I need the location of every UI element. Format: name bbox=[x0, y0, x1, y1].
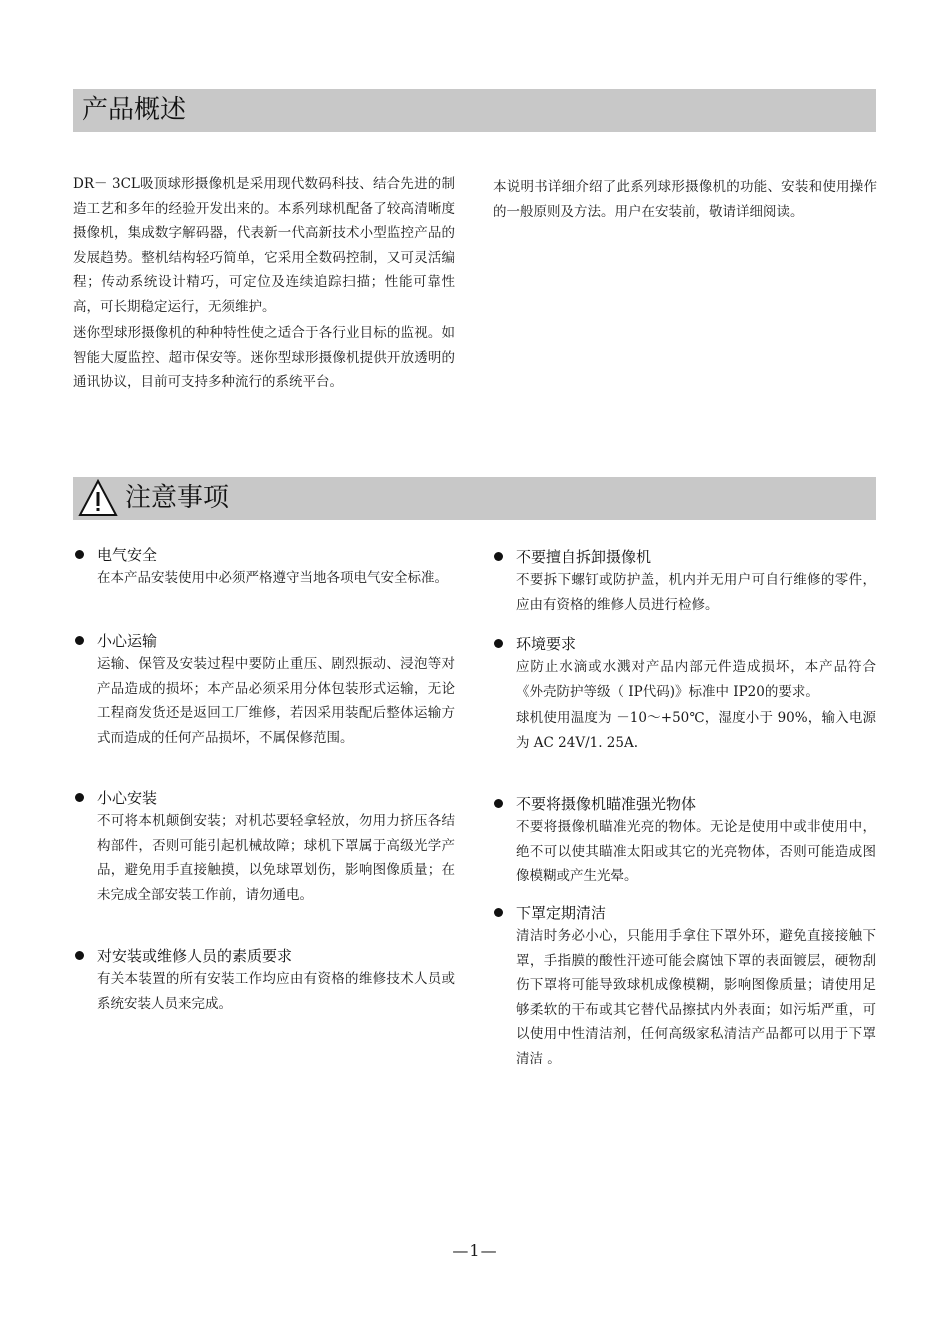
notice-cover-cleaning bbox=[492, 902, 876, 1071]
notice-heading: 小心安装 bbox=[97, 789, 158, 807]
notice-no-bright-light bbox=[492, 793, 876, 889]
overview-header-bar bbox=[73, 89, 876, 132]
notice-text: 球机使用温度为 －10～+50℃，湿度小于 90%，输入电源为 AC 24V/1. 25A. bbox=[516, 710, 876, 751]
notice-body bbox=[97, 566, 455, 591]
notice-environment bbox=[492, 633, 876, 755]
notice-heading: 下罩定期清洁 bbox=[516, 904, 607, 922]
notice-text: 应防止水滴或水溅对产品内部元件造成损坏，本产品符合《外壳防护等级（ IP代码)》标准中 IP20的要求。 bbox=[516, 659, 876, 700]
overview-paragraph: 本说明书详细介绍了此系列球形摄像机的功能、安装和使用操作的一般原则及方法。用户在安装前，敬请详细阅读。 bbox=[493, 179, 877, 220]
bullet-icon bbox=[75, 636, 84, 645]
notice-staff-requirements bbox=[73, 945, 455, 1016]
bullet-icon bbox=[494, 639, 503, 648]
notice-heading: 对安装或维修人员的素质要求 bbox=[97, 947, 293, 965]
notice-electrical-safety bbox=[73, 544, 455, 591]
notice-careful-transport bbox=[73, 630, 455, 750]
notice-no-disassembly bbox=[492, 546, 876, 617]
notice-body bbox=[516, 655, 876, 755]
notice-text: 运输、保管及安装过程中要防止重压、剧烈振动、浸泡等对产品造成的损坏；本产品必须采用分体包装形式运输，无论工程商发货还是返回工厂维修，若因采用装配后整体运输方式而造成的任何产品损坏，不属保修范围。 bbox=[97, 656, 455, 746]
overview-paragraph: 迷你型球形摄像机的种种特性使之适合于各行业目标的监视。如智能大厦监控、超市保安等。迷你型球形摄像机提供开放透明的通讯协议，目前可支持多种流行的系统平台。 bbox=[73, 325, 455, 390]
overview-paragraph: DR－ 3CL吸顶球形摄像机是采用现代数码科技、结合先进的制造工艺和多年的经验开发出来的。本系列球机配备了较高清晰度摄像机，集成数字解码器，代表新一代高新技术小型监控产品的发展趋势。整机结构轻巧简单，它采用全数码控制，又可灵活编程；传动系统设计精巧，可定位及连续追踪扫描；性能可靠性高，可长期稳定运行，无须维护。 bbox=[73, 176, 455, 315]
notice-text: 有关本装置的所有安装工作均应由有资格的维修技术人员或系统安装人员来完成。 bbox=[97, 971, 455, 1012]
bullet-icon bbox=[75, 550, 84, 559]
notice-careful-install bbox=[73, 787, 455, 907]
notice-body bbox=[516, 815, 876, 889]
notice-heading: 不要将摄像机瞄准强光物体 bbox=[516, 795, 697, 813]
notices-header-bar bbox=[73, 477, 876, 520]
notice-body bbox=[97, 809, 455, 907]
notice-text: 不可将本机颠倒安装；对机芯要轻拿轻放，勿用力挤压各结构部件，否则可能引起机械故障；球机下罩属于高级光学产品，避免用手直接触摸，以免球罩划伤，影响图像质量；在未完成全部安装工作前，请勿通电。 bbox=[97, 813, 455, 903]
notice-body bbox=[516, 924, 876, 1071]
overview-title: 产品概述 bbox=[82, 95, 187, 125]
notice-heading: 电气安全 bbox=[97, 546, 158, 564]
notice-text: 在本产品安装使用中必须严格遵守当地各项电气安全标准。 bbox=[97, 570, 448, 586]
notice-body bbox=[97, 967, 455, 1016]
notice-heading: 不要擅自拆卸摄像机 bbox=[516, 548, 652, 566]
notice-text: 不要将摄像机瞄准光亮的物体。无论是使用中或非使用中，绝不可以使其瞄准太阳或其它的光亮物体，否则可能造成图像模糊或产生光晕。 bbox=[516, 819, 876, 884]
page-number: —1— bbox=[452, 1241, 498, 1260]
notice-body bbox=[97, 652, 455, 750]
notice-heading: 小心运输 bbox=[97, 632, 158, 650]
overview-left-column bbox=[73, 172, 455, 395]
bullet-icon bbox=[494, 799, 503, 808]
notice-text: 不要拆下螺钉或防护盖，机内并无用户可自行维修的零件，应由有资格的维修人员进行检修。 bbox=[516, 572, 876, 613]
bullet-icon bbox=[494, 908, 503, 917]
bullet-icon bbox=[494, 552, 503, 561]
overview-right-column bbox=[493, 175, 877, 224]
bullet-icon bbox=[75, 951, 84, 960]
notice-heading: 环境要求 bbox=[516, 635, 577, 653]
notices-title: 注意事项 bbox=[125, 483, 230, 513]
warning-triangle-icon bbox=[77, 477, 119, 519]
notice-text: 清洁时务必小心，只能用手拿住下罩外环，避免直接接触下罩，手指膜的酸性汗迹可能会腐蚀下罩的表面镀层，硬物刮伤下罩将可能导致球机成像模糊，影响图像质量；请使用足够柔软的干布或其它替代品擦拭内外表面；如污垢严重，可以使用中性清洁剂，任何高级家私清洁产品都可以用于下罩清洁 。 bbox=[516, 928, 876, 1067]
notice-body bbox=[516, 568, 876, 617]
bullet-icon bbox=[75, 793, 84, 802]
